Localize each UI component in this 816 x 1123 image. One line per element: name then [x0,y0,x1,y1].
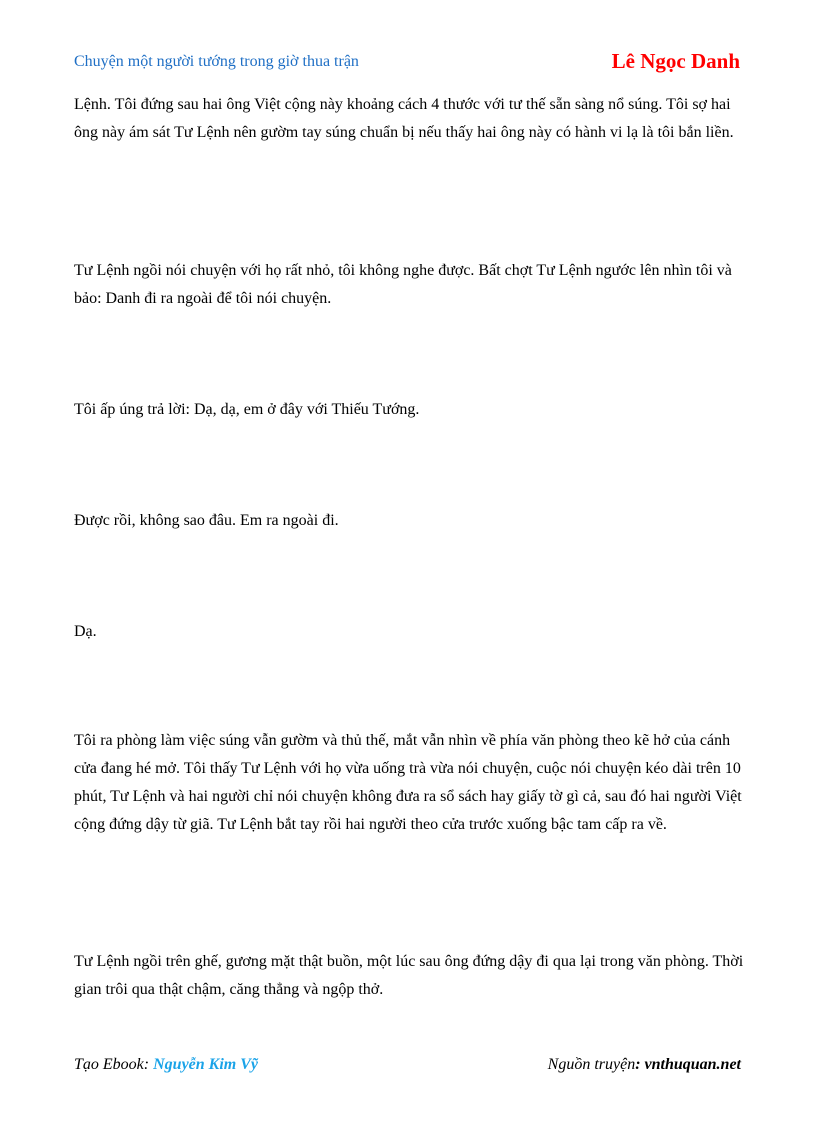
paragraph-6: Tôi ra phòng làm việc súng vẫn gườm và thủ thế, mắt vẫn nhìn về phía văn phòng theo kẽ hở của cánh cửa đang hé mở. Tôi thấy Tư Lệnh với họ vừa uống trà vừa nói chuyện, cuộc nói chuyện kéo dài trên 10 phút, Tư Lệnh và hai người chỉ nói chuyện không đưa ra sổ sách hay giấy tờ gì cả, sau đó hai người Việt cộng đứng dậy từ giã. Tư Lệnh bắt tay rồi hai người theo cửa trước xuống bậc tam cấp ra về. [74,732,742,833]
footer-ebook-name: Nguyễn Kim Vỹ [153,1056,258,1073]
header-author-name: Lê Ngọc Danh [611,49,740,73]
footer-source-label: Nguồn truyện [547,1056,636,1073]
footer-ebook-separator: : [143,1056,154,1073]
paragraph-7: Tư Lệnh ngồi trên ghế, gương mặt thật buồn, một lúc sau ông đứng dậy đi qua lại trong văn phòng. Thời gian trôi qua thật chậm, căng thẳng và ngộp thở. [74,953,744,998]
footer-source-separator: : [635,1056,645,1073]
header-book-title: Chuyện một người tướng trong giờ thua trận [74,53,359,70]
paragraph-1: Lệnh. Tôi đứng sau hai ông Việt cộng này khoảng cách 4 thước với tư thế sẵn sàng nổ súng. Tôi sợ hai ông này ám sát Tư Lệnh nên gườm tay súng chuẩn bị nếu thấy hai ông này có hành vi lạ là tôi bắn liền. [74,96,734,141]
paragraph-4: Được rồi, không sao đâu. Em ra ngoài đi. [74,512,339,529]
paragraph-2: Tư Lệnh ngồi nói chuyện với họ rất nhỏ, tôi không nghe được. Bất chợt Tư Lệnh ngước lên nhìn tôi và bảo: Danh đi ra ngoài để tôi nói chuyện. [74,262,732,307]
footer-source-credit [548,1056,741,1074]
paragraph-3: Tôi ấp úng trả lời: Dạ, dạ, em ở đây với Thiếu Tướng. [74,401,420,418]
paragraph-5: Dạ. [74,623,97,640]
footer-ebook-label: Tạo Ebook [74,1056,144,1073]
footer-source-site: vnthuquan.net [644,1056,741,1073]
footer-ebook-credit [74,1056,258,1074]
